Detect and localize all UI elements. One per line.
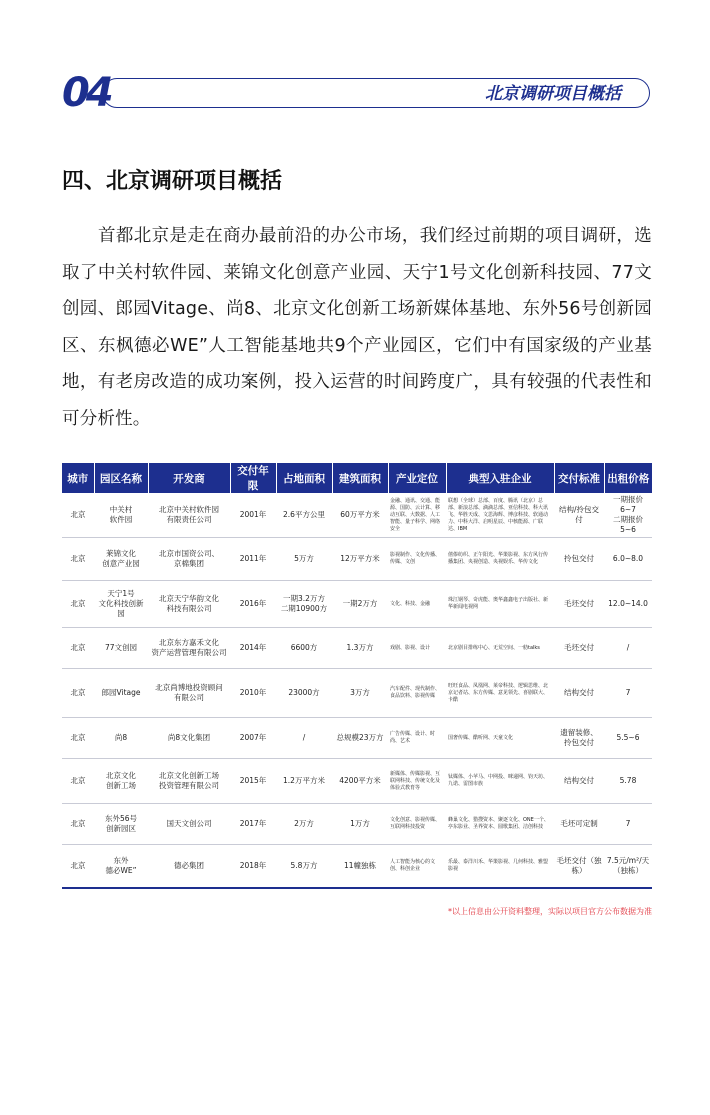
header-rent: 出租价格 [604, 463, 652, 493]
cell-land-area: 5.8万方 [276, 845, 332, 889]
cell-building-area: 60万平方米 [332, 493, 388, 538]
table-row [62, 759, 652, 804]
table-row [62, 669, 652, 718]
cell-delivery-standard: 毛坯交付（独栋） [554, 845, 604, 889]
cell-park-name: 天宁1号 文化科技创新园 [94, 581, 148, 628]
cell-delivery-standard: 结构交付 [554, 669, 604, 718]
header-delivery-year: 交付年限 [230, 463, 276, 493]
header-land-area: 占地面积 [276, 463, 332, 493]
cell-rent: 5.78 [604, 759, 652, 804]
cell-delivery-year: 2007年 [230, 718, 276, 759]
table-row [62, 804, 652, 845]
cell-industry: 广告传媒、设计、时尚、艺术 [388, 718, 446, 759]
cell-developer: 德必集团 [148, 845, 230, 889]
cell-industry: 金融、通讯、交通、能源、国防、云计算、移动互联、大数据、人工智能、量子科学、网络安全 [388, 493, 446, 538]
cell-delivery-standard: 结构交付 [554, 759, 604, 804]
cell-developer: 尚8文化集团 [148, 718, 230, 759]
header-delivery-standard: 交付标准 [554, 463, 604, 493]
cell-developer: 国天文创公司 [148, 804, 230, 845]
table-row [62, 845, 652, 889]
cell-building-area: 总规模23万方 [332, 718, 388, 759]
table-header-row [62, 463, 652, 493]
header-tenants: 典型入驻企业 [446, 463, 554, 493]
cell-industry: 影视制作、文化传播、传媒、文创 [388, 538, 446, 581]
cell-building-area: 12万平方米 [332, 538, 388, 581]
cell-tenants: 联想（全球）总部、百度、腾讯（北京）总部、新浪总部、滴滴总部、亚信科技、科大讯飞、华胜天成、文思海辉、博彦科技、软通动力、中科大洋、启明星辰、中核能源、广联达、IBM [446, 493, 554, 538]
cell-delivery-standard: 毛坯可定制 [554, 804, 604, 845]
cell-city: 北京 [62, 581, 94, 628]
table-row [62, 718, 652, 759]
cell-delivery-year: 2017年 [230, 804, 276, 845]
cell-land-area: 6600方 [276, 628, 332, 669]
cell-delivery-standard: 结构/拎包交付 [554, 493, 604, 538]
cell-city: 北京 [62, 759, 94, 804]
cell-building-area: 1.3万方 [332, 628, 388, 669]
table-row [62, 581, 652, 628]
section-title: 四、北京调研项目概括 [62, 169, 283, 194]
cell-park-name: 北京文化 创新工场 [94, 759, 148, 804]
cell-land-area: / [276, 718, 332, 759]
cell-tenants: 国奢传媒、酷听网、天童文化 [446, 718, 554, 759]
cell-developer: 北京中关村软件园 有限责任公司 [148, 493, 230, 538]
cell-city: 北京 [62, 493, 94, 538]
cell-delivery-year: 2018年 [230, 845, 276, 889]
cell-delivery-year: 2014年 [230, 628, 276, 669]
intro-paragraph: 首都北京是走在商办最前沿的办公市场，我们经过前期的项目调研，选取了中关村软件园、莱锦文化创意产业园、天宁1号文化创新科技园、77文创园、郎园Vitage、尚8、北京文化创新工场新媒体基地、东外56号创新园区、东枫德必WE”人工智能基地共9个产业园区，它们中有国家级的产业基地，有老房改造的成功案例，投入运营的时间跨度广，具有较强的代表性和可分析性。 [62, 226, 652, 429]
cell-land-area: 5万方 [276, 538, 332, 581]
cell-developer: 北京尚博地投资顾问 有限公司 [148, 669, 230, 718]
cell-city: 北京 [62, 804, 94, 845]
cell-land-area: 2.6平方公里 [276, 493, 332, 538]
cell-tenants: 僖傣纺织、正午阳光、华策影视、东方风行传播集团、央视创造、央视娱乐、华传文化 [446, 538, 554, 581]
cell-delivery-standard: 遗留装修、 拎包交付 [554, 718, 604, 759]
cell-park-name: 莱锦文化 创意产业园 [94, 538, 148, 581]
cell-industry: 文化创意、影视传媒、互联网科技投资 [388, 804, 446, 845]
cell-rent: 7 [604, 669, 652, 718]
cell-delivery-year: 2016年 [230, 581, 276, 628]
cell-rent: 6.0~8.0 [604, 538, 652, 581]
header-building-area: 建筑面积 [332, 463, 388, 493]
cell-developer: 北京东方嘉禾文化 资产运营管理有限公司 [148, 628, 230, 669]
header-park-name: 园区名称 [94, 463, 148, 493]
cell-industry: 新媒体、传媒影视、互联网科技、传统文化及体验式教育等 [388, 759, 446, 804]
cell-building-area: 3万方 [332, 669, 388, 718]
cell-park-name: 郎园Vitage [94, 669, 148, 718]
cell-delivery-year: 2010年 [230, 669, 276, 718]
cell-developer: 北京天宁华韵文化 科技有限公司 [148, 581, 230, 628]
cell-park-name: 东外 德必WE” [94, 845, 148, 889]
cell-tenants: 珠江钢琴、奇虎能、奥华鑫鑫电子出版社、新华新闻电视网 [446, 581, 554, 628]
cell-park-name: 东外56号 创新园区 [94, 804, 148, 845]
cell-park-name: 尚8 [94, 718, 148, 759]
cell-delivery-year: 2011年 [230, 538, 276, 581]
header-city: 城市 [62, 463, 94, 493]
cell-building-area: 11幢独栋 [332, 845, 388, 889]
table-row [62, 628, 652, 669]
cell-industry: 戏剧、影视、设计 [388, 628, 446, 669]
cell-city: 北京 [62, 628, 94, 669]
cell-rent: 7 [604, 804, 652, 845]
cell-land-area: 1.2万平方米 [276, 759, 332, 804]
cell-industry: 汽车配件、现代制作、食品饮料、影视传媒 [388, 669, 446, 718]
cell-developer: 北京市国资公司、 京棉集团 [148, 538, 230, 581]
cell-delivery-standard: 毛坯交付 [554, 581, 604, 628]
table-row [62, 493, 652, 538]
cell-city: 北京 [62, 538, 94, 581]
cell-tenants: 钛媒体、小苹马、中网投、咪递网、钧天坊、九诺、雷图市族 [446, 759, 554, 804]
cell-tenants: 旺旺食品、凤凰网、莱帝科技、逻辑思维、北京记者站、东方传媒、意见领先、喜剧联大、卡酷 [446, 669, 554, 718]
header-banner [102, 78, 650, 108]
cell-rent: / [604, 628, 652, 669]
cell-building-area: 1万方 [332, 804, 388, 845]
cell-park-name: 中关村 软件园 [94, 493, 148, 538]
cell-city: 北京 [62, 845, 94, 889]
header-developer: 开发商 [148, 463, 230, 493]
header-title: 北京调研项目概括 [485, 84, 621, 104]
chapter-number: 04 [62, 70, 110, 116]
cell-delivery-year: 2001年 [230, 493, 276, 538]
footnote: *以上信息由公开资料整理，实际以项目官方公布数据为准 [448, 907, 652, 916]
table-row [62, 538, 652, 581]
cell-delivery-year: 2015年 [230, 759, 276, 804]
cell-tenants: 乐最、泰洋川禾、华策影视、几何科技、雅盟影视 [446, 845, 554, 889]
cell-rent: 12.0~14.0 [604, 581, 652, 628]
cell-delivery-standard: 拎包交付 [554, 538, 604, 581]
cell-building-area: 一期2万方 [332, 581, 388, 628]
cell-delivery-standard: 毛坯交付 [554, 628, 604, 669]
cell-tenants: 蜂巢文化、猎搜资本、聚逐文化、ONE一个、亭东影业、圣界资本、圆歌集团、洁创科技 [446, 804, 554, 845]
page-header [62, 70, 658, 116]
cell-industry: 人工智能为核心的文创、科创企业 [388, 845, 446, 889]
cell-building-area: 4200平方米 [332, 759, 388, 804]
cell-land-area: 23000方 [276, 669, 332, 718]
cell-land-area: 一期3.2万方 二期10900方 [276, 581, 332, 628]
projects-table [62, 463, 652, 889]
cell-city: 北京 [62, 669, 94, 718]
header-industry: 产业定位 [388, 463, 446, 493]
cell-developer: 北京文化创新工场 投资管理有限公司 [148, 759, 230, 804]
cell-land-area: 2万方 [276, 804, 332, 845]
cell-tenants: 北京剧目排练中心、无荒空间、一舫talks [446, 628, 554, 669]
cell-rent: 7.5元/m²/天 （独栋） [604, 845, 652, 889]
cell-rent: 一期报价6~7 二期报价5~6 [604, 493, 652, 538]
cell-park-name: 77文创园 [94, 628, 148, 669]
cell-rent: 5.5~6 [604, 718, 652, 759]
cell-city: 北京 [62, 718, 94, 759]
cell-industry: 文化、科技、金融 [388, 581, 446, 628]
